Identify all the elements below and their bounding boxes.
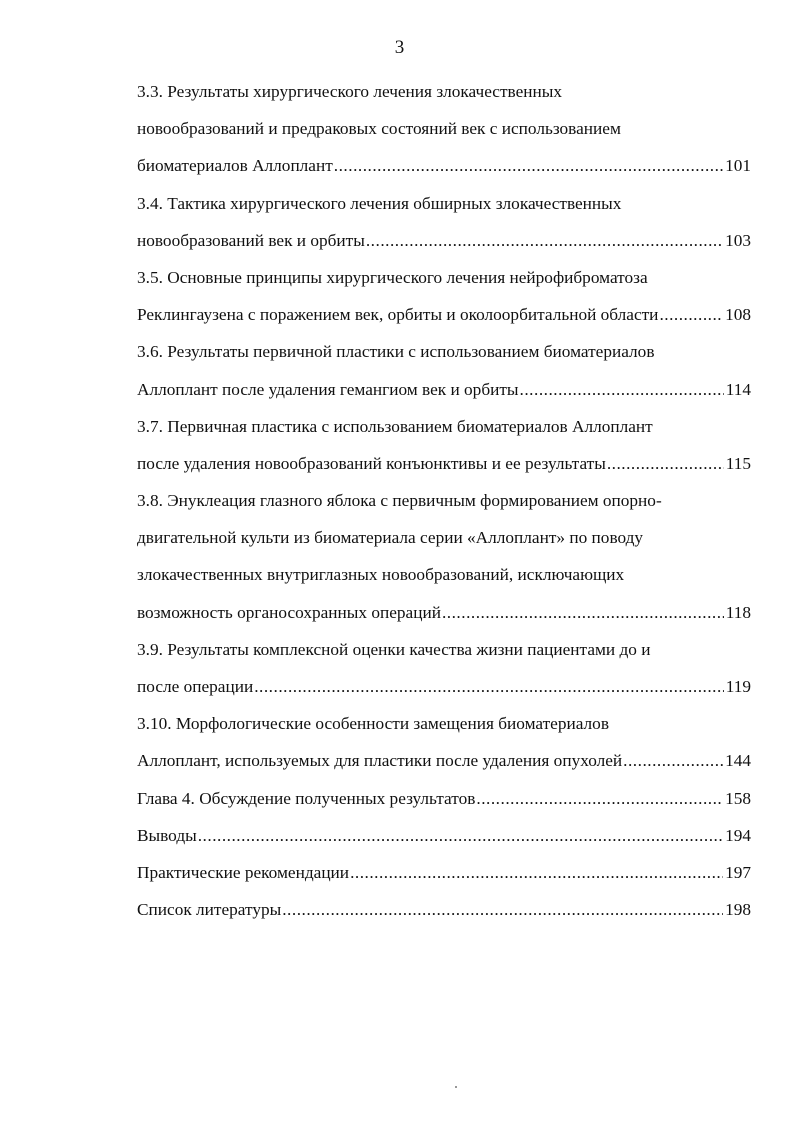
toc-page-number: 118 bbox=[725, 602, 751, 622]
toc-entry-3-10-line-2 bbox=[137, 748, 751, 785]
toc-entry-text: после удаления новообразований конъюнктивы и ее результаты bbox=[137, 453, 606, 473]
dot-leader bbox=[350, 860, 723, 886]
toc-page-number: 197 bbox=[725, 862, 751, 882]
toc-entry-text: новообразований и предраковых состояний век с использованием bbox=[137, 119, 621, 139]
toc-entry-3-5-line-2 bbox=[137, 302, 751, 339]
toc-entry-text: Аллоплант, используемых для пластики после удаления опухолей bbox=[137, 751, 623, 771]
toc-page-number: 158 bbox=[725, 788, 751, 808]
toc-entry-3-9-line-1 bbox=[137, 637, 751, 674]
toc-entry-text: 3.5. Основные принципы хирургического лечения нейрофиброматоза bbox=[137, 267, 648, 287]
toc-entry-text: 3.7. Первичная пластика с использованием биоматериалов Аллоплант bbox=[137, 416, 653, 436]
dot-leader bbox=[254, 674, 724, 700]
toc-entry-3-9-line-2 bbox=[137, 674, 751, 711]
toc-entry-3-7-line-1 bbox=[137, 414, 751, 451]
toc-entry-3-7-line-2 bbox=[137, 451, 751, 488]
toc-entry-text: Глава 4. Обсуждение полученных результатов bbox=[137, 788, 476, 808]
toc-entry-3-6-line-2 bbox=[137, 377, 751, 414]
toc-page-number: 108 bbox=[725, 305, 751, 325]
toc-page-number: 101 bbox=[725, 156, 751, 176]
toc-entry-text: Реклингаузена с поражением век, орбиты и околоорбитальной области bbox=[137, 305, 659, 325]
dot-leader bbox=[623, 748, 723, 774]
toc-entry-3-6-line-1 bbox=[137, 339, 751, 376]
toc-entry-3-10-line-1 bbox=[137, 711, 751, 748]
dot-leader bbox=[282, 897, 723, 923]
dot-leader bbox=[442, 600, 724, 626]
toc-entry-recommendations bbox=[137, 860, 751, 897]
toc-entry-text: Практические рекомендации bbox=[137, 862, 350, 882]
dot-leader bbox=[607, 451, 724, 477]
toc-entry-3-4-line-1 bbox=[137, 191, 751, 228]
dot-leader bbox=[366, 228, 723, 254]
toc-entry-3-8-line-2 bbox=[137, 525, 751, 562]
toc-entry-3-8-line-1 bbox=[137, 488, 751, 525]
toc-entry-text: 3.8. Энуклеация глазного яблока с первичным формированием опорно- bbox=[137, 491, 662, 511]
toc-entry-text: злокачественных внутриглазных новообразований, исключающих bbox=[137, 565, 625, 585]
toc-entry-text: 3.10. Морфологические особенности замещения биоматериалов bbox=[137, 714, 609, 734]
table-of-contents bbox=[137, 79, 751, 934]
toc-entry-text: 3.9. Результаты комплексной оценки качества жизни пациентами до и bbox=[137, 639, 651, 659]
dot-leader bbox=[334, 153, 723, 179]
dot-leader bbox=[659, 302, 723, 328]
toc-entry-conclusions bbox=[137, 823, 751, 860]
toc-entry-text: 3.3. Результаты хирургического лечения злокачественных bbox=[137, 82, 563, 101]
toc-entry-text: после операции bbox=[137, 677, 254, 696]
toc-entry-3-3-line-1 bbox=[137, 79, 751, 116]
toc-entry-bibliography bbox=[137, 897, 751, 934]
toc-entry-3-8-line-3 bbox=[137, 562, 751, 599]
toc-page-number: 103 bbox=[725, 230, 751, 250]
toc-page-number: 198 bbox=[725, 900, 751, 920]
toc-entry-text: новообразований век и орбиты bbox=[137, 230, 365, 250]
page-number: 3 bbox=[394, 37, 405, 58]
toc-entry-text: Аллоплант после удаления гемангиом век и орбиты bbox=[137, 379, 519, 399]
toc-page-number: 114 bbox=[725, 379, 751, 399]
toc-entry-text: Выводы bbox=[137, 825, 197, 845]
toc-entry-3-5-line-1 bbox=[137, 265, 751, 302]
toc-entry-chapter-4 bbox=[137, 786, 751, 823]
toc-entry-text: 3.4. Тактика хирургического лечения обширных злокачественных bbox=[137, 193, 622, 213]
dot-leader bbox=[476, 786, 723, 812]
toc-entry-3-3-line-2 bbox=[137, 116, 751, 153]
toc-entry-text: двигательной культи из биоматериала серии «Аллоплант» по поводу bbox=[137, 528, 644, 548]
toc-entry-text: Список литературы bbox=[137, 900, 282, 920]
toc-entry-3-3-line-3 bbox=[137, 153, 751, 190]
scan-speck bbox=[455, 1086, 457, 1088]
toc-page-number: 144 bbox=[725, 751, 751, 771]
toc-page-number: 115 bbox=[725, 453, 751, 473]
toc-entry-text: 3.6. Результаты первичной пластики с использованием биоматериалов bbox=[137, 342, 655, 362]
dot-leader bbox=[198, 823, 723, 849]
toc-page-number: 194 bbox=[725, 825, 751, 845]
toc-entry-3-4-line-2 bbox=[137, 228, 751, 265]
toc-page-number: 119 bbox=[725, 677, 751, 696]
toc-entry-text: возможность органосохранных операций bbox=[137, 602, 441, 622]
toc-entry-3-8-line-4 bbox=[137, 600, 751, 637]
toc-entry-text: биоматериалов Аллоплант bbox=[137, 156, 333, 176]
dot-leader bbox=[520, 377, 724, 403]
